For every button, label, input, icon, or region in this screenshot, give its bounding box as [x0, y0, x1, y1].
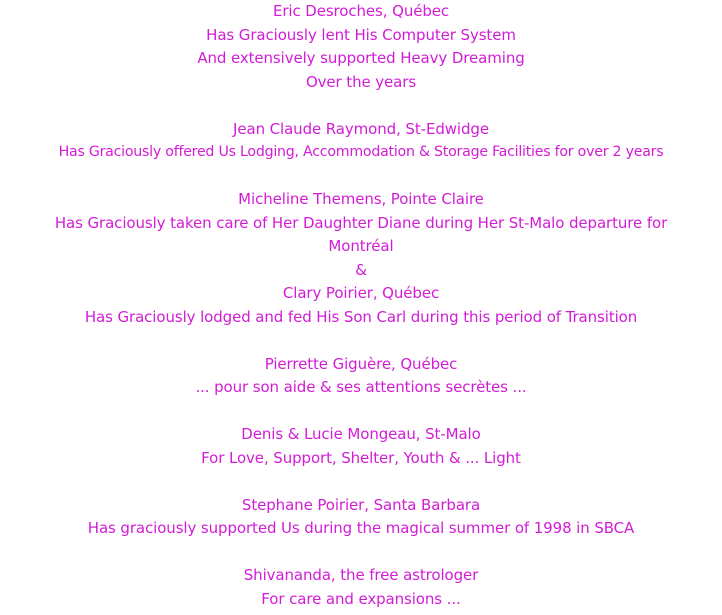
acknowledgement-name: Shivananda, the free astrologer — [243, 566, 479, 584]
acknowledgement-name: Stephane Poirier, Santa Barbara — [241, 495, 481, 514]
block-spacer — [0, 400, 722, 424]
acknowledgement-text: For Love, Support, Shelter, Youth & ... Light — [201, 448, 521, 467]
acknowledgement-block — [0, 564, 722, 611]
block-spacer — [0, 94, 722, 118]
acknowledgement-block — [0, 0, 722, 94]
acknowledgement-text: Has Graciously lodged and fed His Son Carl during this period of Transition — [84, 307, 638, 326]
acknowledgement-text: ... pour son aide & ses attentions secrètes ... — [195, 378, 527, 396]
acknowledgement-block — [0, 118, 722, 165]
acknowledgement-name: Pierrette Giguère, Québec — [264, 354, 458, 373]
acknowledgement-text: Has Graciously offered Us Lodging, Accommodation & Storage Facilities for over 2 years — [58, 144, 664, 160]
block-spacer — [0, 541, 722, 565]
acknowledgement-text: Has Graciously lent His Computer System — [206, 25, 516, 44]
acknowledgement-text: Has Graciously taken care of Her Daughter Diane during Her St-Malo departure for Montréal — [54, 213, 668, 255]
acknowledgement-block — [0, 423, 722, 470]
acknowledgement-name: Eric Desroches, Québec — [272, 2, 450, 20]
block-spacer — [0, 470, 722, 494]
acknowledgement-text: For care and expansions ... — [261, 589, 461, 608]
acknowledgement-name: Denis & Lucie Mongeau, St-Malo — [241, 425, 481, 443]
ampersand-separator: & — [355, 260, 367, 279]
acknowledgement-text: Over the years — [305, 72, 417, 91]
acknowledgement-text: And extensively supported Heavy Dreaming — [197, 49, 525, 67]
block-spacer — [0, 165, 722, 189]
acknowledgement-block — [0, 494, 722, 541]
block-spacer — [0, 329, 722, 353]
acknowledgement-text: Has graciously supported Us during the magical summer of 1998 in SBCA — [87, 519, 635, 537]
acknowledgement-block — [0, 188, 722, 329]
acknowledgement-name: Micheline Themens, Pointe Claire — [238, 190, 484, 208]
acknowledgement-name: Clary Poirier, Québec — [282, 284, 440, 302]
acknowledgement-name: Jean Claude Raymond, St-Edwidge — [233, 119, 489, 138]
acknowledgement-block — [0, 353, 722, 400]
